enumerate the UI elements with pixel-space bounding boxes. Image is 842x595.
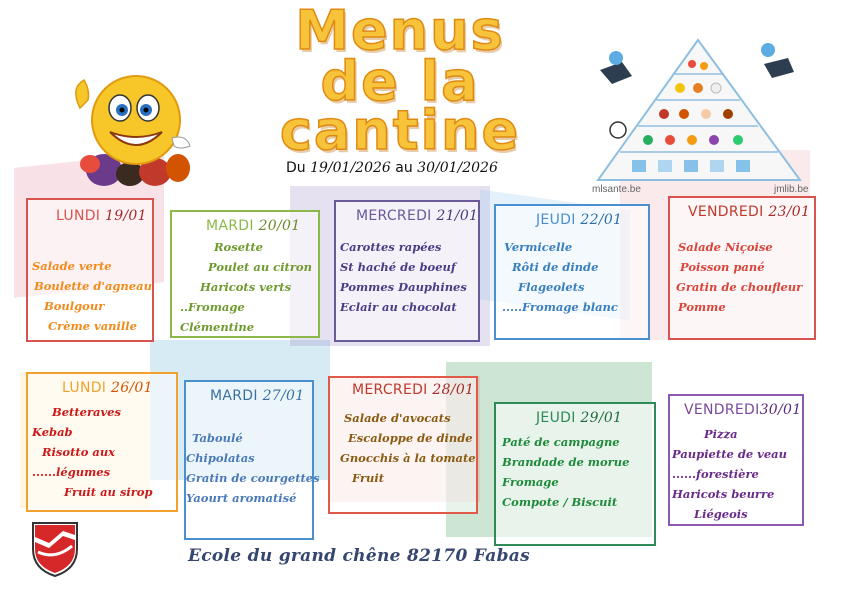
menu-list-friday-1 bbox=[678, 237, 802, 317]
title-line-3: cantine bbox=[279, 99, 521, 162]
date-start: 19/01/2026 bbox=[310, 160, 391, 176]
date-prefix: Du bbox=[286, 160, 306, 176]
menu-item: Pommes Dauphines bbox=[340, 280, 467, 294]
menu-list-monday-2 bbox=[32, 402, 153, 502]
menu-item: ......légumes bbox=[32, 465, 111, 479]
menu-item: Haricots verts bbox=[200, 280, 292, 294]
menu-list-wednesday-2 bbox=[340, 408, 476, 488]
menu-item: Brandade de morue bbox=[502, 455, 630, 469]
menu-item: Escaloppe de dinde bbox=[348, 431, 473, 445]
menu-item: Fruit bbox=[352, 471, 385, 485]
day-name: MERCREDI bbox=[356, 208, 432, 224]
menu-item: Fruit au sirop bbox=[64, 485, 153, 499]
menu-item: ......forestière bbox=[672, 467, 759, 481]
day-date: 28/01 bbox=[432, 382, 475, 398]
day-name: VENDREDI bbox=[688, 204, 764, 220]
school-address: Ecole du grand chêne 82170 Fabas bbox=[188, 546, 530, 566]
day-title-tuesday-1 bbox=[206, 218, 300, 234]
menu-item: Fromage bbox=[502, 475, 559, 489]
logo-jmlib: jmlib.be bbox=[774, 184, 809, 195]
menu-item: Poisson pané bbox=[680, 260, 765, 274]
day-name: MARDI bbox=[206, 218, 254, 234]
logo-mlsante: mlsante.be bbox=[592, 184, 641, 195]
menu-item: Risotto aux bbox=[42, 445, 116, 459]
menu-list-thursday-1 bbox=[502, 237, 618, 317]
menu-list-tuesday-2 bbox=[186, 428, 320, 508]
menu-list-wednesday-1 bbox=[340, 237, 467, 317]
menu-item: Salade Niçoise bbox=[678, 240, 773, 254]
day-title-monday-2 bbox=[62, 380, 153, 396]
menu-item: Boulette d'agneau bbox=[34, 279, 152, 293]
day-date: 29/01 bbox=[580, 410, 623, 426]
menu-item: Taboulé bbox=[192, 431, 243, 445]
menu-item: Carottes rapées bbox=[340, 240, 442, 254]
day-title-thursday-1 bbox=[536, 212, 622, 228]
title-line-2: de la bbox=[320, 50, 480, 113]
day-date: 21/01 bbox=[436, 208, 479, 224]
menu-list-monday-1 bbox=[32, 256, 152, 336]
day-name: LUNDI bbox=[62, 380, 107, 396]
menu-item: Vermicelle bbox=[504, 240, 573, 254]
date-end: 30/01/2026 bbox=[417, 160, 498, 176]
school-shield-icon bbox=[30, 520, 80, 578]
menu-item: Gnocchis à la tomate bbox=[340, 451, 476, 465]
menu-item: Crème vanille bbox=[48, 319, 137, 333]
menu-item: Pomme bbox=[678, 300, 726, 314]
menu-item: Clémentine bbox=[180, 320, 255, 334]
menu-item: Gratin de choufleur bbox=[676, 280, 803, 294]
menu-item: St haché de boeuf bbox=[340, 260, 456, 274]
smiley-vegetables-icon bbox=[60, 68, 200, 192]
day-title-wednesday-2 bbox=[352, 382, 474, 398]
date-range bbox=[286, 160, 498, 176]
day-date: 22/01 bbox=[580, 212, 623, 228]
menu-item: Betteraves bbox=[52, 405, 121, 419]
menu-item: Kebab bbox=[32, 425, 73, 439]
menu-item: Salade d'avocats bbox=[344, 411, 451, 425]
day-title-friday-1 bbox=[688, 204, 810, 220]
menu-item: Chipolatas bbox=[186, 451, 255, 465]
day-title-tuesday-2 bbox=[210, 388, 304, 404]
day-date: 27/01 bbox=[262, 388, 305, 404]
menu-item: Rosette bbox=[214, 240, 263, 254]
day-title-thursday-2 bbox=[536, 410, 622, 426]
day-title-wednesday-1 bbox=[356, 208, 478, 224]
day-date: 19/01 bbox=[105, 208, 147, 224]
day-title-friday-2 bbox=[684, 402, 801, 418]
menu-item: Rôti de dinde bbox=[512, 260, 599, 274]
menu-item: Paté de campagne bbox=[502, 435, 620, 449]
day-date: 30/01 bbox=[759, 402, 802, 418]
day-name: MARDI bbox=[210, 388, 258, 404]
menu-item: Haricots beurre bbox=[672, 487, 775, 501]
day-name: JEUDI bbox=[536, 410, 576, 426]
menu-item: ..Fromage bbox=[180, 300, 245, 314]
menu-item: Eclair au chocolat bbox=[340, 300, 457, 314]
menu-item: Gratin de courgettes bbox=[186, 471, 320, 485]
food-pyramid-icon bbox=[588, 30, 818, 186]
day-date: 23/01 bbox=[768, 204, 811, 220]
day-date: 26/01 bbox=[111, 380, 153, 396]
day-name: MERCREDI bbox=[352, 382, 428, 398]
day-title-monday-1 bbox=[56, 208, 147, 224]
date-middle: au bbox=[395, 160, 413, 176]
menu-item: Flageolets bbox=[518, 280, 585, 294]
menu-item: Liégeois bbox=[694, 507, 748, 521]
menu-item: Yaourt aromatisé bbox=[186, 491, 297, 505]
menu-item: Salade verte bbox=[32, 259, 112, 273]
menu-item: Poulet au citron bbox=[208, 260, 312, 274]
menu-item: Boulgour bbox=[44, 299, 105, 313]
menu-list-friday-2 bbox=[672, 424, 787, 524]
menu-list-tuesday-1 bbox=[180, 237, 312, 337]
menu-list-thursday-2 bbox=[502, 432, 629, 512]
menu-item: Pizza bbox=[704, 427, 738, 441]
menu-item: .....Fromage blanc bbox=[502, 300, 618, 314]
menu-item: Paupiette de veau bbox=[672, 447, 787, 461]
menu-item: Compote / Biscuit bbox=[502, 495, 618, 509]
day-date: 20/01 bbox=[258, 218, 301, 234]
day-name: VENDREDI bbox=[684, 402, 760, 418]
day-name: JEUDI bbox=[536, 212, 576, 228]
day-name: LUNDI bbox=[56, 208, 101, 224]
title-line-1: Menus bbox=[295, 0, 505, 62]
